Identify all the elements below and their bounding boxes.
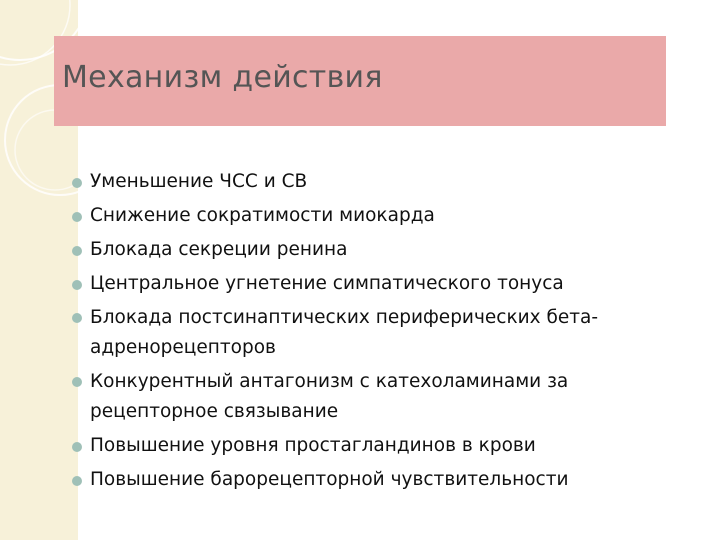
- bullet-item: Блокада постсинаптических периферических бета-адренорецепторов: [70, 301, 690, 365]
- bullet-dot-icon: [72, 476, 82, 486]
- bullet-dot-icon: [72, 377, 82, 387]
- bullet-item: Повышение барорецепторной чувствительности: [70, 463, 690, 497]
- bullet-dot-icon: [72, 280, 82, 290]
- bullet-item: Уменьшение ЧСС и СВ: [70, 165, 690, 199]
- bullet-item: Центральное угнетение симпатического тонуса: [70, 267, 690, 301]
- bullet-dot-icon: [72, 313, 82, 323]
- bullet-item: Снижение сократимости миокарда: [70, 199, 690, 233]
- slide-title: Механизм действия: [62, 60, 383, 95]
- bullet-item: Блокада секреции ренина: [70, 233, 690, 267]
- bullet-item: Конкурентный антагонизм с катехоламинами за рецепторное связывание: [70, 365, 690, 429]
- bullet-dot-icon: [72, 246, 82, 256]
- bullet-dot-icon: [72, 212, 82, 222]
- bullet-list: [70, 165, 690, 497]
- bullet-item: Повышение уровня простагландинов в крови: [70, 429, 690, 463]
- bullet-dot-icon: [72, 178, 82, 188]
- bullet-dot-icon: [72, 442, 82, 452]
